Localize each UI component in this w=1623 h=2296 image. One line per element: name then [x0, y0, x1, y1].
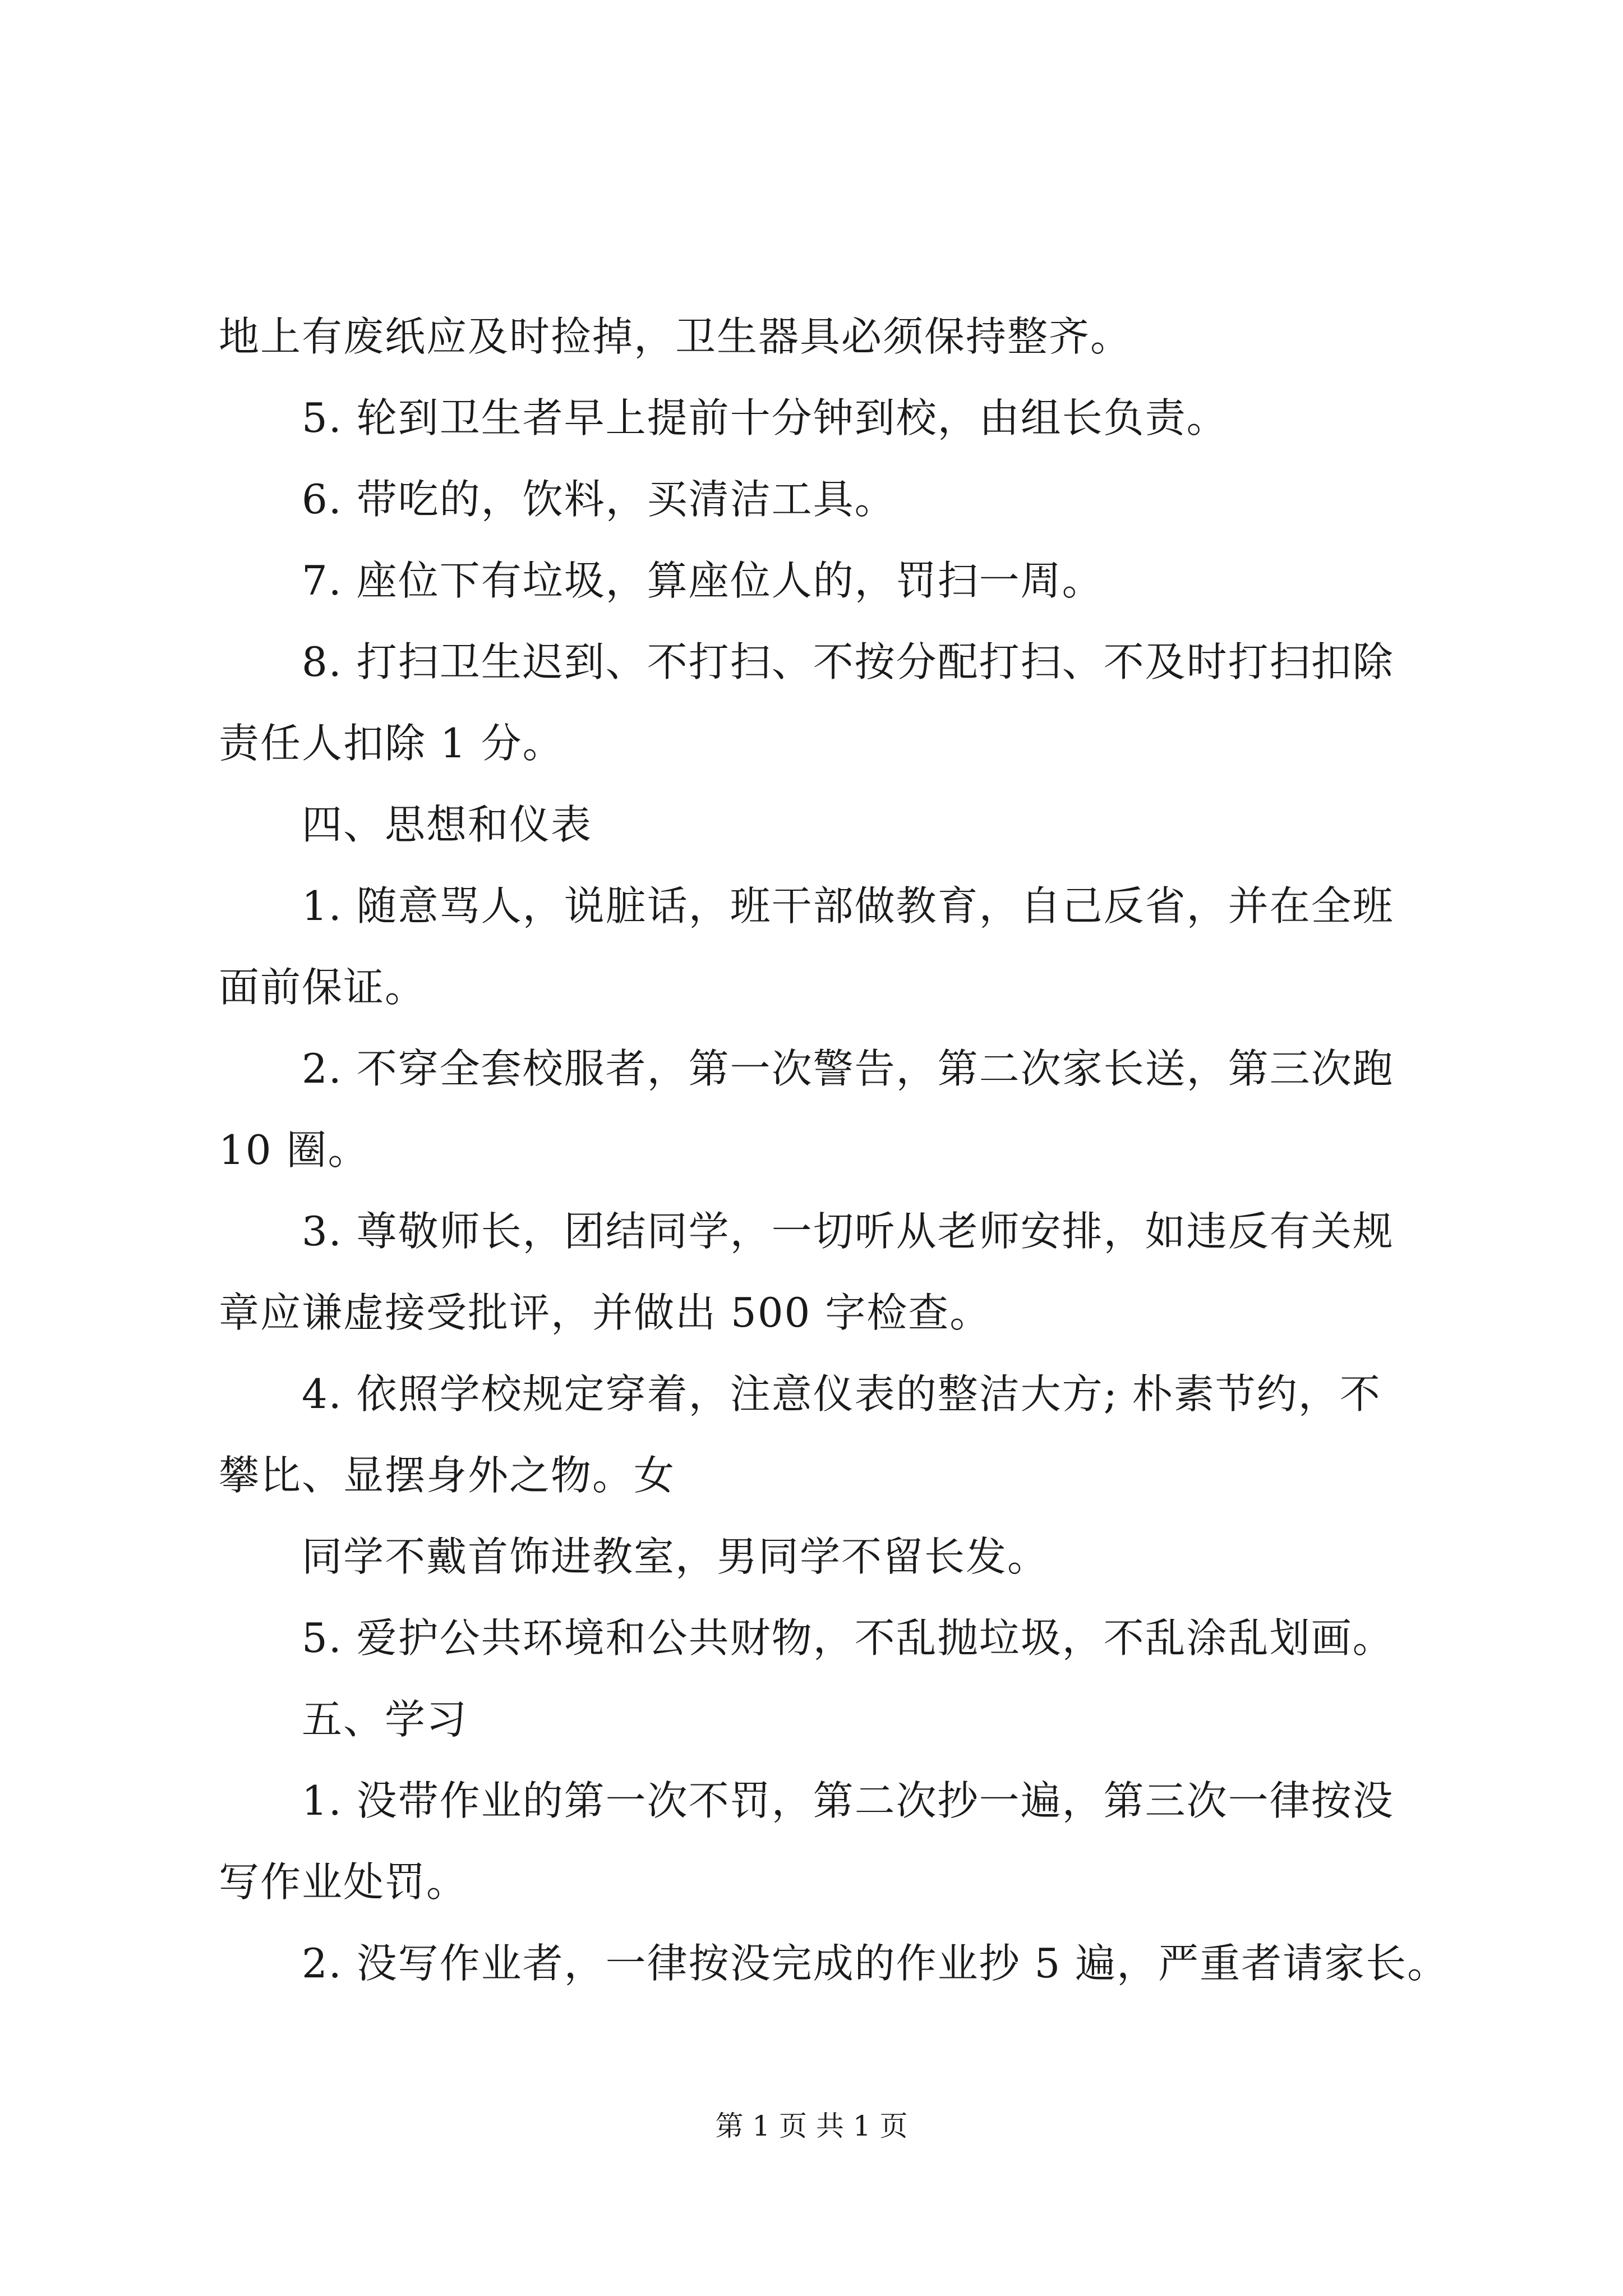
body-line-6: 责任人扣除 1 分。: [219, 720, 564, 767]
body-line-9: 面前保证。: [219, 964, 427, 1011]
body-line-3: 6. 带吃的，饮料，买清洁工具。: [302, 476, 896, 523]
body-line-1: 地上有废纸应及时捡掉，卫生器具必须保持整齐。: [219, 313, 1132, 360]
body-line-2: 5. 轮到卫生者早上提前十分钟到校，由组长负责。: [302, 394, 1228, 441]
page-footer: 第 1 页 共 1 页: [715, 2110, 908, 2142]
body-line-8: 1. 随意骂人，说脏话，班干部做教育，自己反省，并在全班: [302, 882, 1394, 930]
body-line-4: 7. 座位下有垃圾，算座位人的，罚扫一周。: [302, 557, 1104, 604]
body-line-21: 2. 没写作业者，一律按没完成的作业抄 5 遍，严重者请家长。: [302, 1940, 1449, 1987]
body-line-12: 3. 尊敬师长，团结同学，一切听从老师安排，如违反有关规: [302, 1208, 1394, 1255]
body-line-17: 5. 爱护公共环境和公共财物，不乱抛垃圾，不乱涂乱划画。: [302, 1614, 1394, 1662]
body-line-20: 写作业处罚。: [219, 1858, 468, 1906]
section-heading-4: 四、思想和仪表: [302, 801, 593, 848]
body-line-14: 4. 依照学校规定穿着，注意仪表的整洁大方; 朴素节约，不: [302, 1370, 1381, 1418]
body-line-19: 1. 没带作业的第一次不罚，第二次抄一遍，第三次一律按没: [302, 1777, 1394, 1824]
body-line-10: 2. 不穿全套校服者，第一次警告，第二次家长送，第三次跑: [302, 1045, 1394, 1092]
body-line-15: 攀比、显摆身外之物。女: [219, 1452, 676, 1499]
section-heading-5: 五、学习: [302, 1696, 468, 1743]
body-line-13: 章应谦虚接受批评，并做出 500 字检查。: [219, 1289, 992, 1336]
body-line-11: 10 圈。: [219, 1126, 370, 1174]
body-line-16: 同学不戴首饰进教室，男同学不留长发。: [302, 1533, 1049, 1580]
body-line-5: 8. 打扫卫生迟到、不打扫、不按分配打扫、不及时打扫扣除: [302, 638, 1394, 685]
